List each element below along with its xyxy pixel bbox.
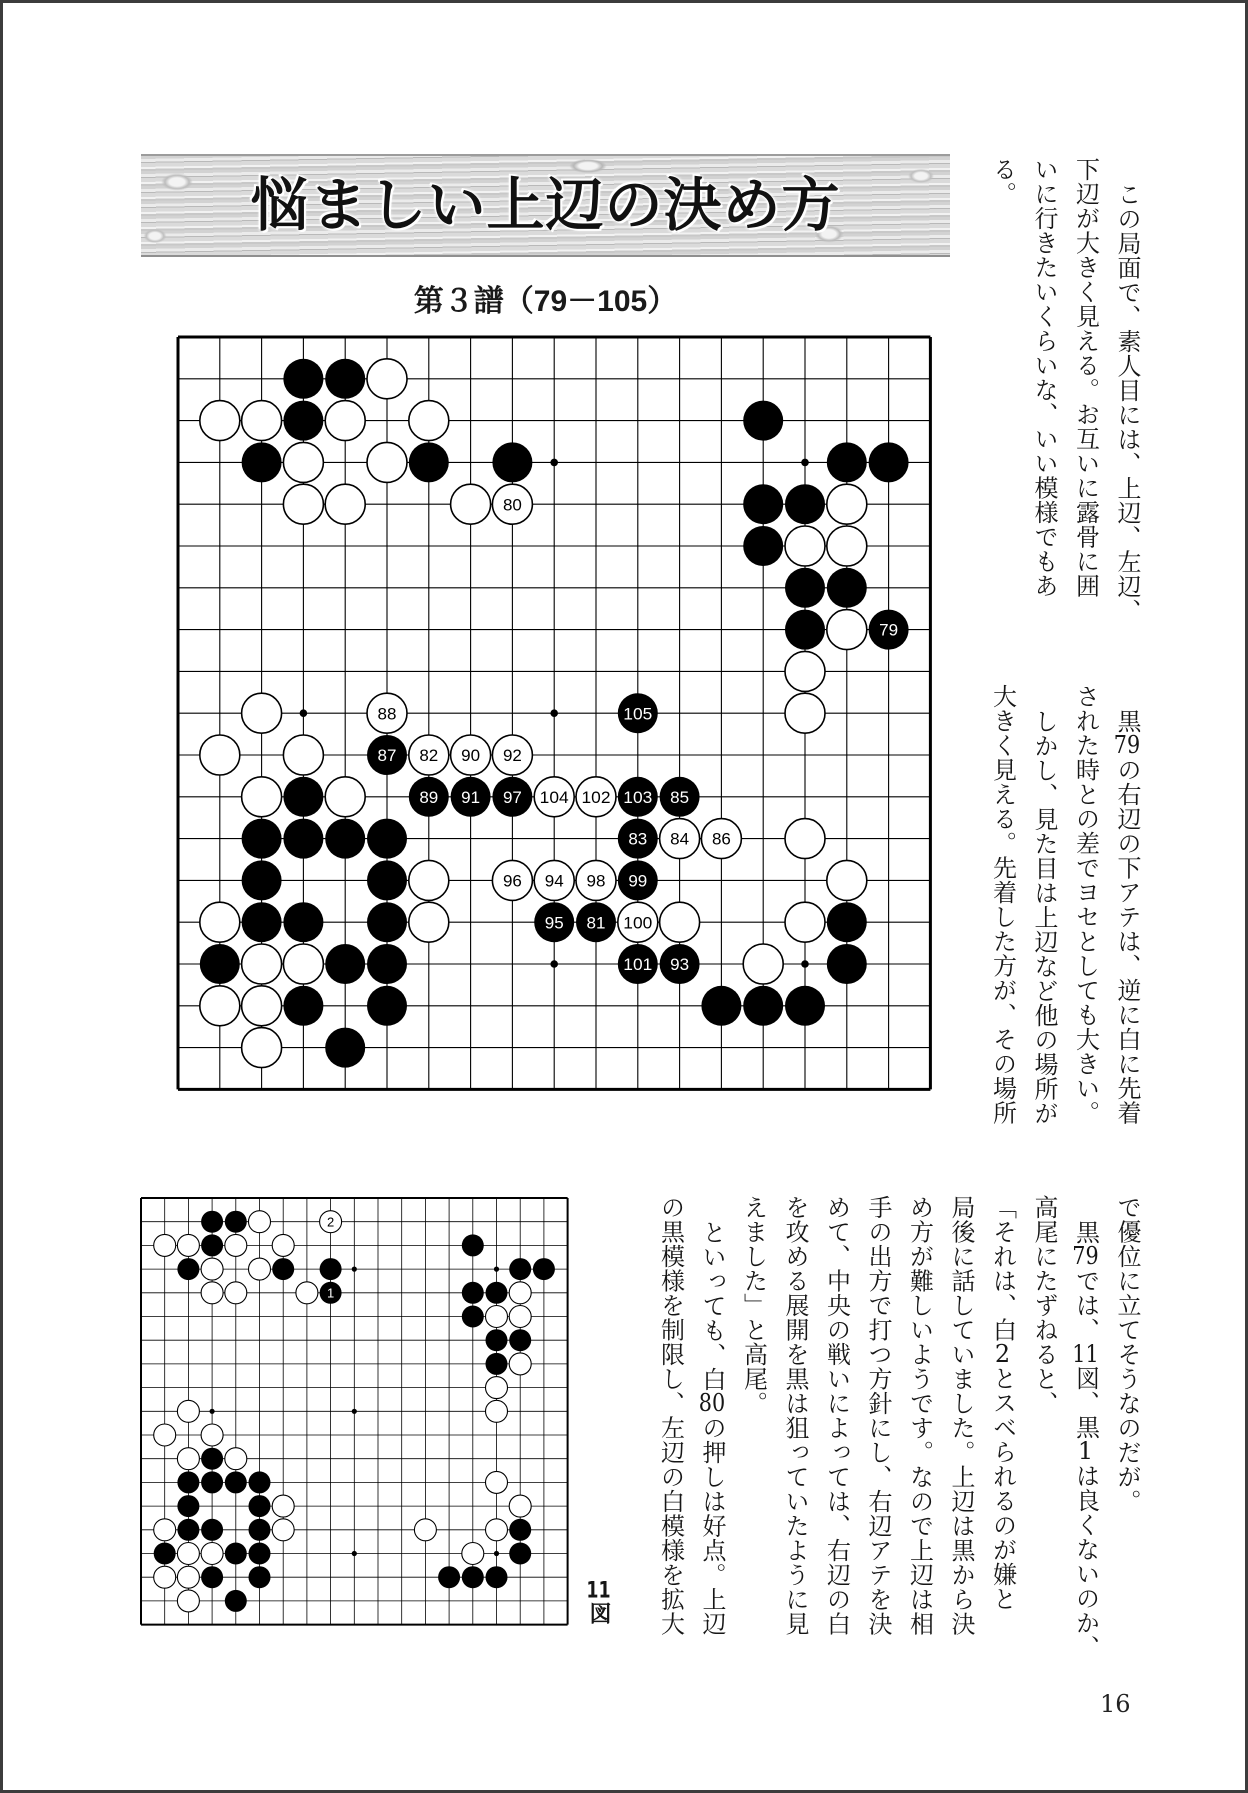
black-stone bbox=[249, 1519, 271, 1541]
move-number: 86 bbox=[711, 829, 731, 849]
black-stone bbox=[201, 1519, 223, 1541]
black-stone bbox=[486, 1282, 508, 1304]
text-column: 黒79の右辺の下アテは、逆に白に先着 bbox=[1113, 708, 1141, 1125]
black-stone bbox=[242, 860, 282, 900]
black-stone bbox=[272, 1258, 294, 1280]
black-stone bbox=[320, 1258, 342, 1280]
black-stone bbox=[201, 1211, 223, 1233]
move-number: 1 bbox=[326, 1285, 335, 1301]
white-stone bbox=[367, 442, 407, 482]
move-number: 102 bbox=[581, 787, 611, 807]
move-number: 105 bbox=[623, 704, 653, 724]
move-number: 93 bbox=[670, 955, 690, 975]
white-stone bbox=[177, 1566, 199, 1588]
text-column: 局後に話していました。上辺は黒から決 bbox=[947, 1195, 975, 1636]
black-stone bbox=[177, 1471, 199, 1493]
diagram-11-label: 11図 bbox=[586, 1580, 611, 1625]
black-stone bbox=[283, 819, 323, 859]
upright-digits: 79 bbox=[1113, 733, 1141, 757]
white-stone bbox=[201, 1424, 223, 1446]
white-stone bbox=[325, 484, 365, 524]
move-number: 81 bbox=[586, 913, 606, 933]
white-stone bbox=[154, 1519, 176, 1541]
black-stone bbox=[242, 442, 282, 482]
black-stone bbox=[225, 1211, 247, 1233]
move-number: 84 bbox=[670, 829, 690, 849]
move-number: 103 bbox=[623, 787, 653, 807]
white-stone bbox=[225, 1282, 247, 1304]
black-stone bbox=[462, 1234, 484, 1256]
text-column: を攻める展開を黒は狙っていたように見 bbox=[781, 1195, 809, 1636]
white-stone bbox=[283, 944, 323, 984]
white-stone bbox=[785, 819, 825, 859]
text-column: この局面で、素人目には、上辺、左辺、 bbox=[1113, 181, 1141, 623]
black-stone bbox=[242, 902, 282, 942]
white-stone bbox=[177, 1590, 199, 1612]
text-column: で優位に立てそうなのだが。 bbox=[1113, 1195, 1141, 1514]
white-stone bbox=[154, 1234, 176, 1256]
move-number: 89 bbox=[419, 787, 439, 807]
black-stone bbox=[249, 1566, 271, 1588]
white-stone bbox=[200, 986, 240, 1026]
move-number: 87 bbox=[377, 746, 397, 766]
white-stone bbox=[272, 1495, 294, 1517]
white-stone bbox=[154, 1566, 176, 1588]
black-stone bbox=[367, 986, 407, 1026]
black-stone bbox=[283, 401, 323, 441]
white-stone bbox=[409, 401, 449, 441]
white-stone bbox=[325, 777, 365, 817]
text-column: の黒模様を制限し、左辺の白模様を拡大 bbox=[656, 1195, 685, 1636]
chapter-title: 悩ましい上辺の決め方 bbox=[250, 171, 841, 239]
move-number: 95 bbox=[544, 913, 564, 933]
black-stone bbox=[201, 1566, 223, 1588]
move-number: 98 bbox=[586, 871, 606, 891]
text-column: いに行きたいくらいな、いい模様でもあ bbox=[1030, 157, 1058, 598]
move-number: 82 bbox=[419, 746, 439, 766]
white-stone bbox=[509, 1495, 531, 1517]
white-stone bbox=[283, 442, 323, 482]
star-point bbox=[550, 709, 558, 717]
star-point bbox=[210, 1409, 215, 1414]
white-stone bbox=[242, 1028, 282, 1068]
white-stone bbox=[509, 1306, 531, 1328]
white-stone bbox=[827, 610, 867, 650]
white-stone bbox=[201, 1258, 223, 1280]
move-number: 104 bbox=[539, 787, 569, 807]
black-stone bbox=[785, 986, 825, 1026]
text-column: 黒79では、11図、黒1は良くないのか、 bbox=[1071, 1219, 1100, 1659]
white-stone bbox=[249, 1258, 271, 1280]
black-stone bbox=[325, 819, 365, 859]
move-number: 2 bbox=[326, 1214, 335, 1230]
black-stone bbox=[438, 1566, 460, 1588]
white-stone bbox=[486, 1377, 508, 1399]
black-stone bbox=[462, 1566, 484, 1588]
white-stone bbox=[486, 1471, 508, 1493]
text-column: 大きく見える。先着した方が、その場所 bbox=[988, 684, 1017, 1125]
black-stone bbox=[283, 986, 323, 1026]
upright-digits: 80 bbox=[698, 1391, 726, 1415]
black-stone bbox=[827, 944, 867, 984]
move-number: 90 bbox=[461, 746, 481, 766]
black-stone bbox=[367, 819, 407, 859]
star-point bbox=[801, 459, 809, 467]
white-stone bbox=[249, 1211, 271, 1233]
upright-digits: 79 bbox=[1072, 1244, 1099, 1268]
white-stone bbox=[177, 1448, 199, 1470]
black-stone bbox=[743, 526, 783, 566]
black-stone bbox=[367, 860, 407, 900]
text-column: る。 bbox=[988, 157, 1017, 206]
move-number: 96 bbox=[502, 871, 522, 891]
text-column: め方が難しいようです。なので上辺は相 bbox=[905, 1195, 934, 1636]
white-stone bbox=[785, 693, 825, 733]
white-stone bbox=[660, 902, 700, 942]
move-number: 101 bbox=[623, 955, 653, 975]
white-stone bbox=[242, 944, 282, 984]
black-stone bbox=[509, 1543, 531, 1565]
black-stone bbox=[325, 944, 365, 984]
move-number: 79 bbox=[879, 620, 899, 640]
white-stone bbox=[827, 860, 867, 900]
black-stone bbox=[785, 568, 825, 608]
black-stone bbox=[225, 1590, 247, 1612]
black-stone bbox=[509, 1258, 531, 1280]
black-stone bbox=[701, 986, 741, 1026]
black-stone bbox=[486, 1329, 508, 1351]
white-stone bbox=[509, 1353, 531, 1375]
white-stone bbox=[242, 986, 282, 1026]
move-number: 88 bbox=[377, 704, 397, 724]
black-stone bbox=[509, 1519, 531, 1541]
text-column: えました」と高尾。 bbox=[739, 1195, 768, 1416]
white-stone bbox=[296, 1282, 318, 1304]
black-stone bbox=[242, 819, 282, 859]
white-stone bbox=[785, 526, 825, 566]
white-stone bbox=[325, 401, 365, 441]
black-stone bbox=[492, 442, 532, 482]
move-number: 92 bbox=[502, 746, 522, 766]
white-stone bbox=[272, 1234, 294, 1256]
black-stone bbox=[785, 484, 825, 524]
text-column: された時との差でヨセとしても大きい。 bbox=[1071, 684, 1100, 1125]
white-stone bbox=[486, 1306, 508, 1328]
black-stone bbox=[283, 902, 323, 942]
upright-digits: 11 bbox=[1072, 1341, 1099, 1366]
text-column: 手の出方で打つ方針にし、右辺アテを決 bbox=[864, 1195, 892, 1636]
white-stone bbox=[785, 651, 825, 691]
text-column: 「それは、白2とスベられるのが嫌と bbox=[988, 1195, 1017, 1611]
star-point bbox=[352, 1409, 357, 1414]
black-stone bbox=[201, 1448, 223, 1470]
white-stone bbox=[201, 1543, 223, 1565]
white-stone bbox=[225, 1234, 247, 1256]
black-stone bbox=[325, 1028, 365, 1068]
black-stone bbox=[533, 1258, 555, 1280]
white-stone bbox=[827, 484, 867, 524]
white-stone bbox=[242, 401, 282, 441]
black-stone bbox=[869, 442, 909, 482]
star-point bbox=[494, 1267, 499, 1272]
white-stone bbox=[462, 1543, 484, 1565]
star-point bbox=[550, 960, 558, 968]
white-stone bbox=[509, 1282, 531, 1304]
move-number: 100 bbox=[623, 913, 653, 933]
star-point bbox=[550, 459, 558, 467]
move-number: 97 bbox=[502, 787, 522, 807]
move-number: 94 bbox=[544, 871, 564, 891]
star-point bbox=[494, 1551, 499, 1556]
game-record-subtitle: 第３譜（79－105） bbox=[413, 285, 678, 318]
white-stone bbox=[177, 1543, 199, 1565]
white-stone bbox=[486, 1400, 508, 1422]
black-stone bbox=[201, 1471, 223, 1493]
move-number: 91 bbox=[461, 787, 481, 807]
move-number: 99 bbox=[628, 871, 648, 891]
black-stone bbox=[462, 1306, 484, 1328]
black-stone bbox=[325, 359, 365, 399]
move-number: 83 bbox=[628, 829, 648, 849]
white-stone bbox=[177, 1400, 199, 1422]
upright-digits: 2 bbox=[994, 1342, 1011, 1366]
black-stone bbox=[283, 777, 323, 817]
page-number: 16 bbox=[1100, 1690, 1131, 1718]
white-stone bbox=[409, 902, 449, 942]
black-stone bbox=[743, 484, 783, 524]
white-stone bbox=[242, 777, 282, 817]
white-stone bbox=[486, 1519, 508, 1541]
white-stone bbox=[225, 1448, 247, 1470]
black-stone bbox=[827, 568, 867, 608]
black-stone bbox=[486, 1353, 508, 1375]
black-stone bbox=[154, 1543, 176, 1565]
black-stone bbox=[249, 1471, 271, 1493]
title-banner bbox=[141, 154, 950, 257]
star-point bbox=[300, 709, 308, 717]
star-point bbox=[352, 1551, 357, 1556]
text-column: 高尾にたずねると、 bbox=[1030, 1195, 1058, 1416]
black-stone bbox=[225, 1543, 247, 1565]
black-stone bbox=[367, 944, 407, 984]
black-stone bbox=[462, 1282, 484, 1304]
white-stone bbox=[272, 1519, 294, 1541]
white-stone bbox=[451, 484, 491, 524]
diagram-11-go-board bbox=[138, 1195, 571, 1628]
text-column: しかし、見た目は上辺など他の場所が bbox=[1030, 708, 1058, 1125]
white-stone bbox=[154, 1424, 176, 1446]
move-number: 80 bbox=[502, 495, 522, 515]
star-point bbox=[352, 1267, 357, 1272]
black-stone bbox=[743, 986, 783, 1026]
black-stone bbox=[283, 359, 323, 399]
black-stone bbox=[200, 944, 240, 984]
star-point bbox=[801, 960, 809, 968]
black-stone bbox=[201, 1234, 223, 1256]
white-stone bbox=[283, 484, 323, 524]
move-number: 85 bbox=[670, 787, 690, 807]
white-stone bbox=[743, 944, 783, 984]
text-column: といっても、白80の押しは好点。上辺 bbox=[698, 1219, 726, 1636]
upright-digits: 11 bbox=[586, 1580, 611, 1602]
black-stone bbox=[249, 1543, 271, 1565]
black-stone bbox=[486, 1566, 508, 1588]
black-stone bbox=[827, 442, 867, 482]
white-stone bbox=[177, 1234, 199, 1256]
white-stone bbox=[409, 860, 449, 900]
black-stone bbox=[743, 401, 783, 441]
text-column: 下辺が大きく見える。お互いに露骨に囲 bbox=[1071, 157, 1100, 598]
white-stone bbox=[827, 526, 867, 566]
black-stone bbox=[177, 1495, 199, 1517]
white-stone bbox=[242, 693, 282, 733]
white-stone bbox=[367, 359, 407, 399]
black-stone bbox=[225, 1471, 247, 1493]
black-stone bbox=[827, 902, 867, 942]
white-stone bbox=[200, 401, 240, 441]
white-stone bbox=[201, 1282, 223, 1304]
upright-digits: 1 bbox=[1077, 1439, 1094, 1463]
main-go-board bbox=[174, 333, 936, 1095]
black-stone bbox=[409, 442, 449, 482]
black-stone bbox=[509, 1329, 531, 1351]
white-stone bbox=[785, 902, 825, 942]
black-stone bbox=[177, 1258, 199, 1280]
black-stone bbox=[785, 610, 825, 650]
black-stone bbox=[177, 1519, 199, 1541]
black-stone bbox=[367, 902, 407, 942]
white-stone bbox=[283, 735, 323, 775]
black-stone bbox=[249, 1495, 271, 1517]
white-stone bbox=[200, 735, 240, 775]
white-stone bbox=[414, 1519, 436, 1541]
white-stone bbox=[200, 902, 240, 942]
text-column: めて、中央の戦いによっては、右辺の白 bbox=[822, 1195, 851, 1636]
